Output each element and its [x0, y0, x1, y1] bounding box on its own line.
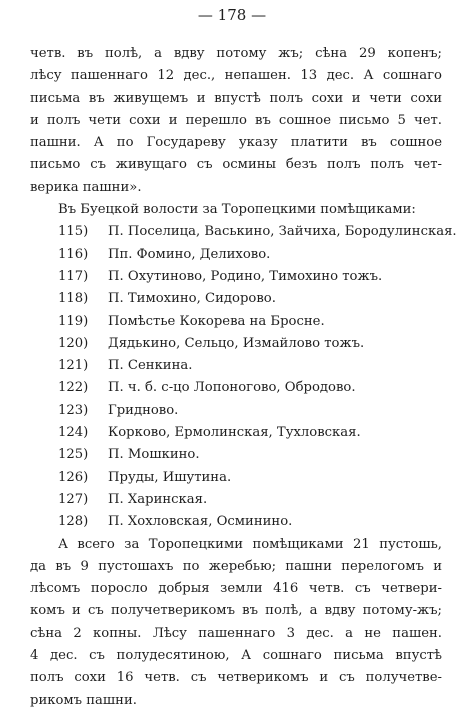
list-item [58, 489, 442, 511]
text-line: и полъ чети сохи и перешло въ сошное письмо 5 чет. [30, 112, 442, 128]
item-number: 120) [58, 335, 89, 351]
text-line: А всего за Торопецкими помѣщиками 21 пустошь, [58, 536, 442, 552]
text-line: сѣна 2 копны. Лѣсу пашеннаго 3 дес. а не пашен. [30, 625, 442, 641]
list-item [58, 311, 442, 333]
item-text: П. Мошкино. [108, 447, 200, 463]
list-item [58, 511, 442, 533]
item-text: Помѣстье Кокорева на Бросне. [108, 313, 325, 329]
item-number: 121) [58, 358, 89, 374]
text-line: 4 дес. съ полудесятиною, А сошнаго письма впустѣ [30, 648, 442, 664]
list-item [58, 355, 442, 377]
item-number: 123) [58, 402, 89, 418]
item-number: 122) [58, 380, 89, 396]
text-line: четв. въ полѣ, а вдву потому жъ; сѣна 29 копенъ; [30, 46, 442, 61]
item-number: 117) [58, 268, 89, 284]
item-number: 125) [58, 447, 89, 463]
list-item [58, 266, 442, 288]
item-text: Дядькино, Сельцо, Измайлово тожъ. [108, 335, 365, 351]
item-number: 115) [58, 224, 89, 240]
text-line: письма въ живущемъ и впустѣ полъ сохи и чети сохи [30, 90, 442, 106]
text-line: полъ сохи 16 четв. съ четверикомъ и съ получетве- [30, 670, 442, 686]
item-number: 127) [58, 491, 89, 507]
summary-paragraph [30, 534, 442, 712]
item-number: 116) [58, 246, 89, 262]
list-item [58, 221, 457, 243]
list-item [58, 288, 442, 310]
item-number: 118) [58, 291, 89, 307]
item-text: Корково, Ермолинская, Тухловская. [108, 425, 361, 441]
item-number: 119) [58, 313, 89, 329]
item-number: 124) [58, 425, 89, 441]
item-text: П. Харинская. [108, 491, 208, 507]
intro-paragraph [30, 43, 442, 199]
item-text: П. Сенкина. [108, 358, 193, 374]
item-text: П. ч. б. с-цо Лопоногово, Обродово. [108, 380, 356, 396]
list-item [58, 422, 442, 444]
item-number: 126) [58, 469, 89, 485]
section-heading: Въ Буецкой волости за Торопецкими помѣщиками: [58, 202, 416, 218]
list-item [58, 333, 442, 355]
list-item [58, 377, 442, 399]
list-item [58, 444, 442, 466]
text-line: лѣсу пашеннаго 12 дес., непашен. 13 дес. А сошнаго [30, 68, 442, 84]
page-number: — 178 — [197, 6, 267, 24]
text-line: рикомъ пашни. [30, 692, 137, 708]
text-line: пашни. А по Государеву указу платити въ сошное [30, 135, 442, 151]
list-item [58, 400, 442, 422]
page-text [30, 43, 457, 712]
item-number: 128) [58, 514, 89, 530]
item-text: Пруды, Ишутина. [108, 469, 232, 485]
text-line: комъ и съ получетверикомъ въ полѣ, а вдву потому-жъ; [30, 603, 442, 619]
item-text: П. Хохловская, Осминино. [108, 514, 293, 530]
text-line: верика пашни». [30, 179, 142, 195]
item-text: П. Тимохино, Сидорово. [108, 291, 276, 307]
item-text: Пп. Фомино, Делихово. [108, 246, 271, 262]
estate-list [30, 221, 457, 533]
text-line: лѣсомъ поросло добрыя земли 416 четв. съ четвери- [30, 581, 442, 597]
item-text: П. Поселица, Васькино, Зайчиха, Бородулинская. [108, 224, 457, 240]
list-item [58, 467, 442, 489]
item-text: П. Охутиново, Родино, Тимохино тожъ. [108, 268, 383, 284]
list-item [58, 244, 442, 266]
text-line: письмо съ живущаго съ осмины безъ полъ полъ чет- [30, 157, 442, 173]
text-line: да въ 9 пустошахъ по жеребью; пашни перелогомъ и [30, 558, 442, 574]
item-text: Гридново. [108, 402, 179, 418]
